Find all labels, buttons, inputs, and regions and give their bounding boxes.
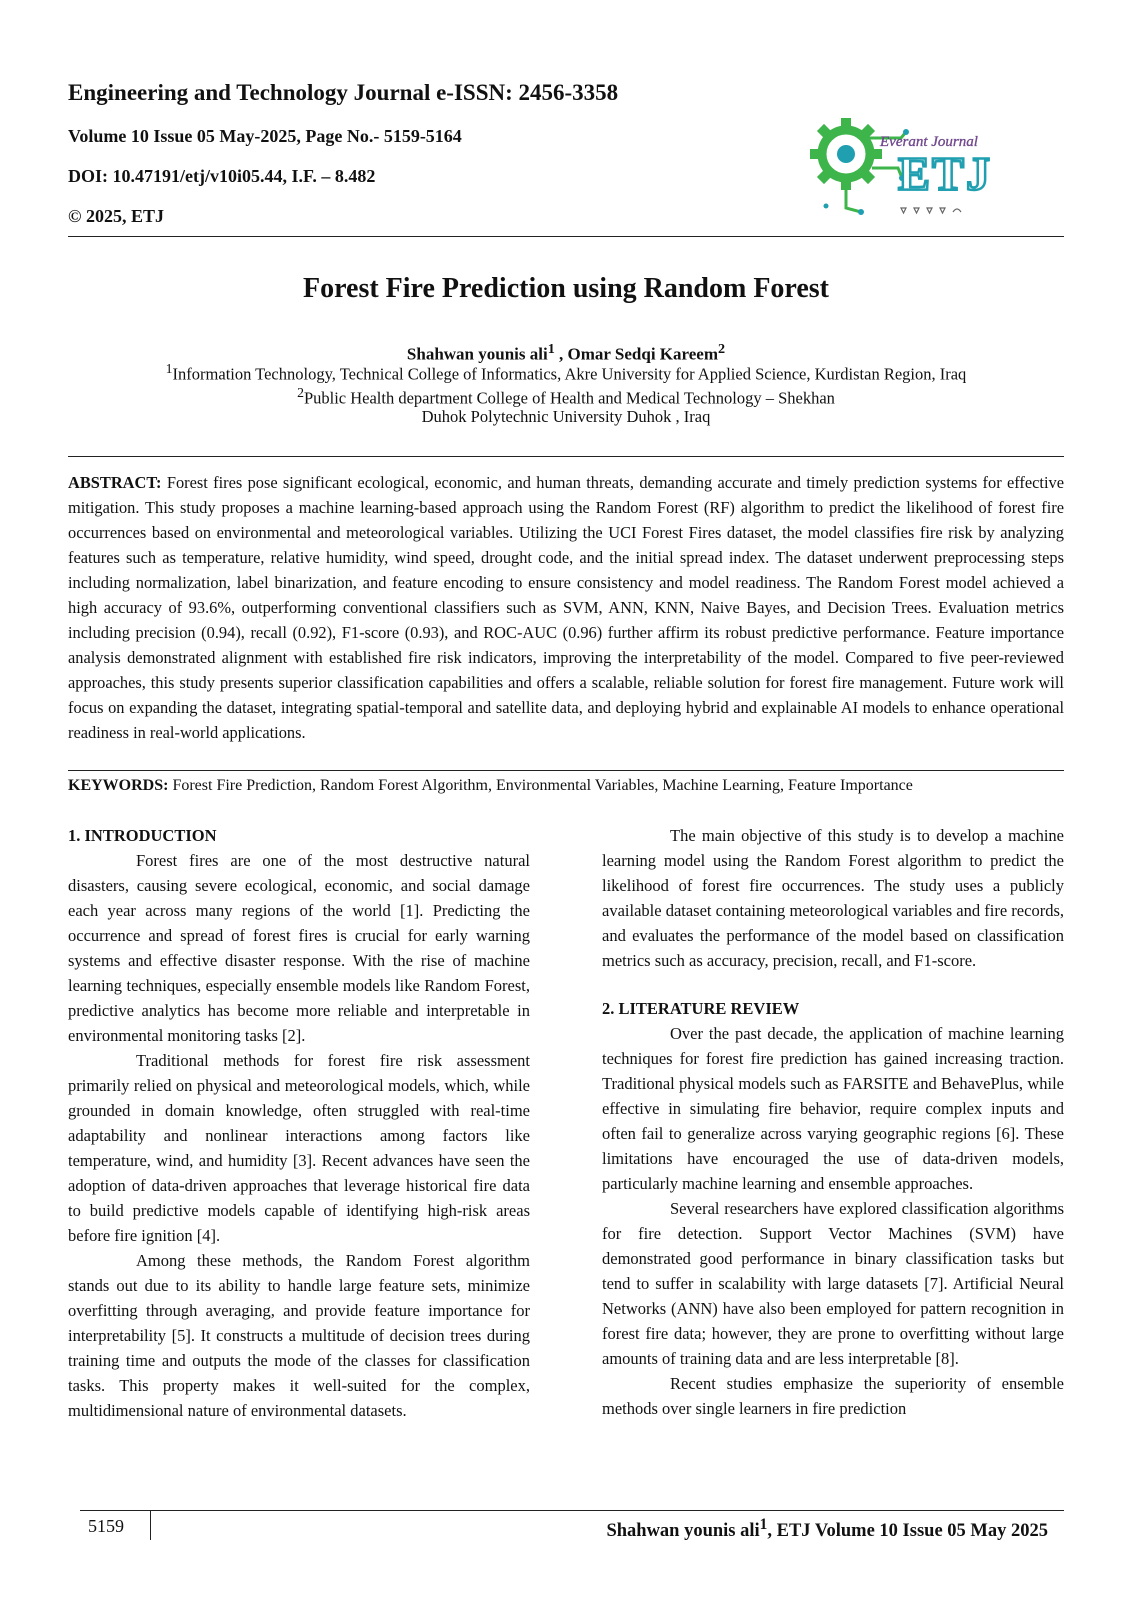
header-divider [68, 236, 1064, 237]
affiliation-2-marker: 2 [297, 385, 304, 400]
keywords [68, 775, 1068, 797]
footer-author: Shahwan younis ali [606, 1521, 760, 1542]
abstract-top-divider [68, 456, 1064, 457]
footer-divider [80, 1510, 1064, 1511]
author-separator: , [554, 344, 568, 364]
introduction-heading: 1. INTRODUCTION [68, 826, 217, 845]
abstract [68, 470, 1064, 745]
page-number: 5159 [88, 1516, 124, 1536]
paragraph: Over the past decade, the application of machine learning techniques for forest fire prediction has gained increasing traction. Traditional physical models such as FARSITE and BehavePlus, while effective in simulating fire behavior, require complex inputs and often fail to generalize across varying geographic regions [6]. These limitations have encouraged the use of data-driven models, particularly machine learning and ensemble approaches. [602, 1024, 1064, 1193]
abstract-bottom-divider [68, 770, 1064, 771]
etj-logo [806, 108, 1016, 226]
logo-top-text: Everant Journal [880, 134, 978, 150]
paragraph: Several researchers have explored classification algorithms for fire detection. Support Vector Machines (SVM) have demonstrated good performance in binary classification tasks but tend to suffer in scalability with large datasets [7]. Artificial Neural Networks (ANN) have also been employed for pattern recognition in forest fire data; however, they are prone to overfitting without large amounts of training data and are less interpretable [8]. [602, 1199, 1064, 1368]
affiliation-3: Duhok Polytechnic University Duhok , Iraq [421, 407, 711, 426]
paragraph: Recent studies emphasize the superiority of ensemble methods over single learners in fire prediction [602, 1374, 1064, 1418]
journal-name: Engineering and Technology Journal e-ISSN: 2456-3358 [68, 80, 619, 105]
author-2-affiliation: 2 [718, 341, 726, 357]
doi-info: DOI: 10.47191/etj/v10i05.44, I.F. – 8.482 [68, 166, 376, 186]
abstract-label: ABSTRACT: [68, 473, 162, 492]
literature-review-heading: 2. LITERATURE REVIEW [602, 999, 800, 1018]
affiliation-2-text: Public Health department College of Health and Medical Technology – Shekhan [303, 388, 835, 408]
paragraph: The main objective of this study is to develop a machine learning model using the Random Forest algorithm to predict the likelihood of forest fire occurrences. The study uses a publicly available dataset containing meteorological variables and fire records, and evaluates the performance of the model based on classification metrics such as accuracy, precision, recall, and F1-score. [602, 826, 1064, 970]
footer-author-marker: 1 [759, 1516, 768, 1533]
footer-journal-issue: , ETJ Volume 10 Issue 05 May 2025 [767, 1521, 1048, 1542]
paragraph: Among these methods, the Random Forest algorithm stands out due to its ability to handle large feature sets, minimize overfitting through averaging, and provide feature importance for interpretability [5]. It constructs a multitude of decision trees during training time and outputs the mode of the classes for classification tasks. This property makes it well-suited for the complex, multidimensional nature of environmental datasets. [68, 1251, 530, 1420]
paragraph: Forest fires are one of the most destructive natural disasters, causing severe ecological, economic, and social damage each year across many regions of the world [1]. Predicting the occurrence and spread of forest fires is crucial for early warning systems and effective disaster response. With the rise of machine learning techniques, especially ensemble models like Random Forest, predictive analytics has become more reliable and interpretable in environmental monitoring tasks [2]. [68, 851, 530, 1045]
volume-info: Volume 10 Issue 05 May-2025, Page No.- 5159-5164 [68, 126, 462, 146]
gear-icon [810, 118, 882, 190]
copyright-info: © 2025, ETJ [68, 206, 164, 226]
keywords-label: KEYWORDS: [68, 777, 169, 794]
paragraph: Traditional methods for forest fire risk assessment primarily relied on physical and meteorological models, which, while grounded in domain knowledge, often struggled with real-time adaptability and nonlinear interactions among factors like temperature, wind, and humidity [3]. Recent advances have seen the adoption of data-driven approaches that leverage historical fire data to build predictive models capable of identifying high-risk areas before fire ignition [4]. [68, 1051, 530, 1245]
author-2: Omar Sedqi Kareem [567, 344, 718, 364]
keywords-text: Forest Fire Prediction, Random Forest Algorithm, Environmental Variables, Machine Learning, Feature Importance [168, 777, 913, 794]
author-1-affiliation: 1 [547, 341, 555, 357]
footer-vertical-divider [150, 1510, 151, 1540]
paper-title: Forest Fire Prediction using Random Forest [303, 273, 829, 304]
author-1: Shahwan younis ali [406, 344, 548, 364]
footer-citation [606, 1512, 1048, 1544]
logo-main-text: ETJ [898, 148, 993, 201]
left-column [68, 823, 530, 1423]
journal-header [68, 78, 618, 228]
affiliation-1-text: Information Technology, Technical College of Informatics, Akre University for Applied Science, Kurdistan Region, Iraq [172, 364, 967, 384]
abstract-text: Forest fires pose significant ecological, economic, and human threats, demanding accurate and timely prediction systems for effective mitigation. This study proposes a machine learning-based approach using the Random Forest (RF) algorithm to predict the likelihood of forest fire occurrences based on environmental and meteorological variables. Utilizing the UCI Forest Fires dataset, the model classifies fire risk by analyzing features such as temperature, relative humidity, wind speed, drought code, and the initial spread index. The dataset underwent preprocessing steps including normalization, label binarization, and feature encoding to ensure consistency and model readiness. The Random Forest model achieved a high accuracy of 93.6%, outperforming conventional classifiers such as SVM, ANN, KNN, Naive Bayes, and Decision Trees. Evaluation metrics including precision (0.94), recall (0.92), F1-score (0.93), and ROC-AUC (0.96) further affirm its robust predictive performance. Feature importance analysis demonstrated alignment with established fire risk indicators, improving the interpretability of the model. Compared to five peer-reviewed approaches, this study presents superior classification capabilities and offers a scalable, reliable solution for forest fire management. Future work will focus on expanding the dataset, integrating spatial-temporal and satellite data, and deploying hybrid and explainable AI models to enhance operational readiness in real-world applications. [68, 473, 1064, 742]
affiliation-1-marker: 1 [165, 361, 173, 376]
right-column [602, 823, 1064, 1421]
